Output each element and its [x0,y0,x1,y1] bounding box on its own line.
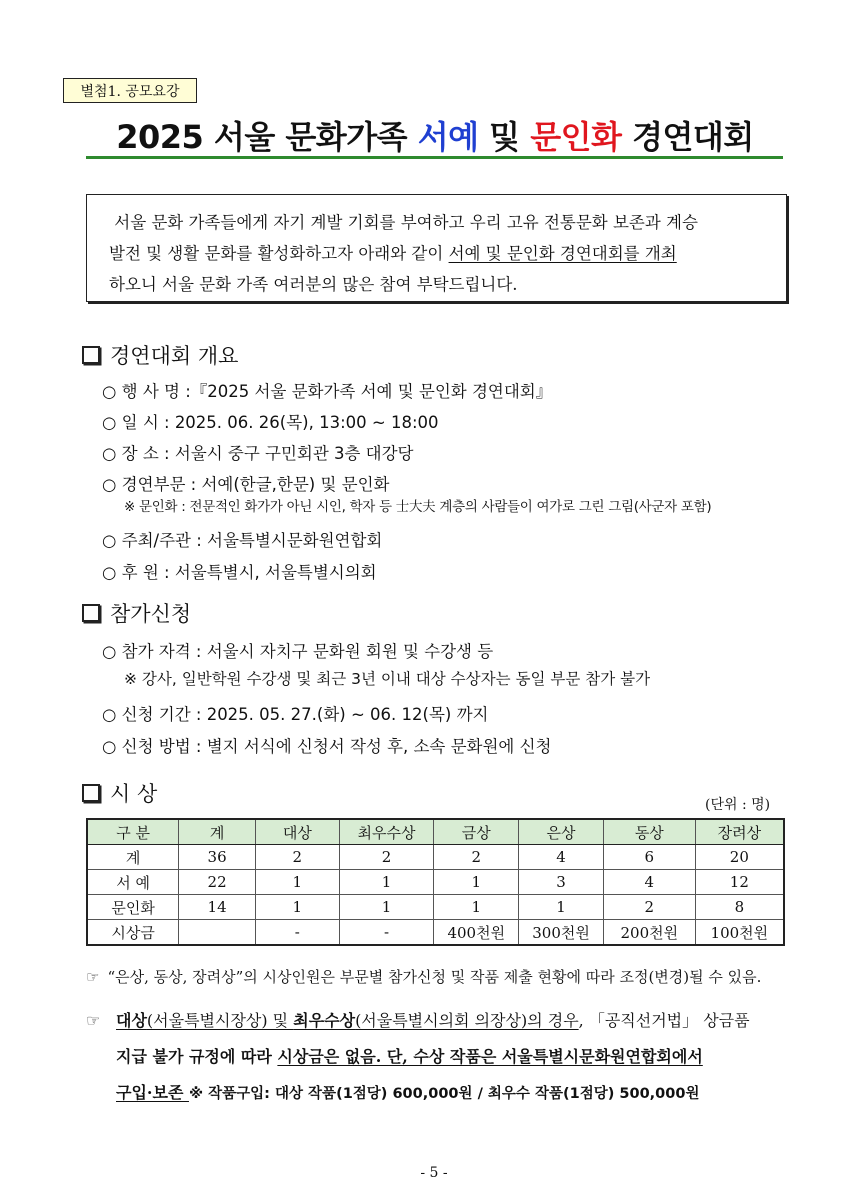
intro-box [86,194,787,302]
overview-note: ※ 문인화 : 전문적인 화가가 아닌 시인, 학자 등 士大夫 계층의 사람들이 여가로 그린 그림(사군자 포함) [124,499,712,515]
apply-item-method: ○ 신청 방법 : 별지 서식에 신청서 작성 후, 소속 문화원에 신청 [102,737,552,756]
table-cell: 200천원 [603,920,695,946]
table-cell: - [255,920,339,946]
table-cell [179,920,256,946]
page-title [86,112,784,158]
table-cell: 300천원 [519,920,604,946]
table-cell: 4 [519,845,604,870]
table-row [87,895,784,920]
table-cell: 400천원 [434,920,519,946]
table-cell: 1 [434,895,519,920]
award-unit: (단위 : 명) [705,797,771,813]
note-line-3: 구입·보존 ※ 작품구입: 대상 작품(1점당) 600,000원 / 최우수 작품(1점당) 500,000원 [116,1083,700,1102]
title-part-1: 2025 서울 문화가족 [116,118,418,156]
table-cell: 20 [695,845,784,870]
table-cell: 계 [87,845,179,870]
table-cell: 1 [339,870,434,895]
table-cell: 6 [603,845,695,870]
table-header-row [87,819,784,845]
table-cell: 1 [339,895,434,920]
note-award-prize [86,1003,786,1112]
table-cell: 3 [519,870,604,895]
apply-item-eligibility: ○ 참가 자격 : 서울시 자치구 문화원 회원 및 수강생 등 [102,642,494,661]
apply-note: ※ 강사, 일반학원 수강생 및 최근 3년 이내 대상 수상자는 동일 부문 참가 불가 [124,670,651,688]
note-award-adjustment: ☞ “은상, 동상, 장려상”의 시상인원은 부문별 참가신청 및 작품 제출 현황에 따라 조정(변경)될 수 있음. [86,968,762,986]
title-rule [86,156,783,159]
table-row [87,870,784,895]
note-line-1: ☞ 대상(서울특별시장상) 및 최우수상(서울특별시의회 의장상)의 경우, 「공직선거법」 상금품 [86,1003,786,1039]
attachment-tag: 별첨1. 공모요강 [63,78,197,103]
pointing-hand-icon: ☞ [86,1011,101,1030]
table-row [87,920,784,946]
intro-line-3: 하오니 서울 문화 가족 여러분의 많은 참여 부탁드립니다. [109,275,518,294]
intro-line-2: 발전 및 생활 문화를 활성화하고자 아래와 같이 서예 및 문인화 경연대회를 개최 [109,244,677,263]
table-cell: 2 [339,845,434,870]
table-cell: 2 [603,895,695,920]
overview-item-category: ○ 경연부문 : 서예(한글,한문) 및 문인화 [102,475,390,494]
pointing-hand-icon: ☞ [86,968,100,986]
table-cell: 12 [695,870,784,895]
table-cell: 문인화 [87,895,179,920]
section-overview-heading: 경연대회 개요 [82,340,238,370]
checkbox-square-icon [82,604,100,622]
title-literati-painting: 문인화 [530,118,622,156]
table-cell: 2 [434,845,519,870]
table-cell: 36 [179,845,256,870]
overview-item-event-name: ○ 행 사 명 :『2025 서울 문화가족 서예 및 문인화 경연대회』 [102,382,553,401]
note-line-2: 지급 불가 규정에 따라 시상금은 없음. 단, 수상 작품은 서울특별시문화원연합회에서 [116,1047,703,1066]
table-cell: 100천원 [695,920,784,946]
table-cell: 서 예 [87,870,179,895]
apply-item-period: ○ 신청 기간 : 2025. 05. 27.(화) ~ 06. 12(목) 까지 [102,705,489,724]
table-cell: 4 [603,870,695,895]
intro-line-1: 서울 문화 가족들에게 자기 계발 기회를 부여하고 우리 고유 전통문화 보존과 계승 [114,213,698,232]
table-cell: 14 [179,895,256,920]
overview-item-host: ○ 주최/주관 : 서울특별시문화원연합회 [102,531,383,550]
table-cell: 22 [179,870,256,895]
table-cell: 8 [695,895,784,920]
page-number: - 5 - [420,1165,448,1181]
table-header-cell: 최우수상 [339,819,434,845]
table-header-cell: 동상 [603,819,695,845]
table-header-cell: 구 분 [87,819,179,845]
table-cell: 1 [255,870,339,895]
checkbox-square-icon [82,346,100,364]
table-cell: 2 [255,845,339,870]
table-cell: - [339,920,434,946]
table-cell: 1 [255,895,339,920]
table-cell: 1 [434,870,519,895]
table-header-cell: 장려상 [695,819,784,845]
table-header-cell: 대상 [255,819,339,845]
title-calligraphy: 서예 [417,118,479,156]
overview-item-date: ○ 일 시 : 2025. 06. 26(목), 13:00 ~ 18:00 [102,413,439,432]
award-table [86,818,785,946]
title-part-2: 및 [478,118,531,156]
table-header-cell: 금상 [434,819,519,845]
section-apply-heading: 참가신청 [82,598,191,628]
table-cell: 시상금 [87,920,179,946]
title-part-3: 경연대회 [621,118,754,156]
overview-item-venue: ○ 장 소 : 서울시 중구 구민회관 3층 대강당 [102,444,414,463]
checkbox-square-icon [82,784,100,802]
section-award-heading: 시 상 [82,778,157,808]
table-header-cell: 계 [179,819,256,845]
table-header-cell: 은상 [519,819,604,845]
table-row [87,845,784,870]
overview-item-sponsor: ○ 후 원 : 서울특별시, 서울특별시의회 [102,563,377,582]
table-cell: 1 [519,895,604,920]
